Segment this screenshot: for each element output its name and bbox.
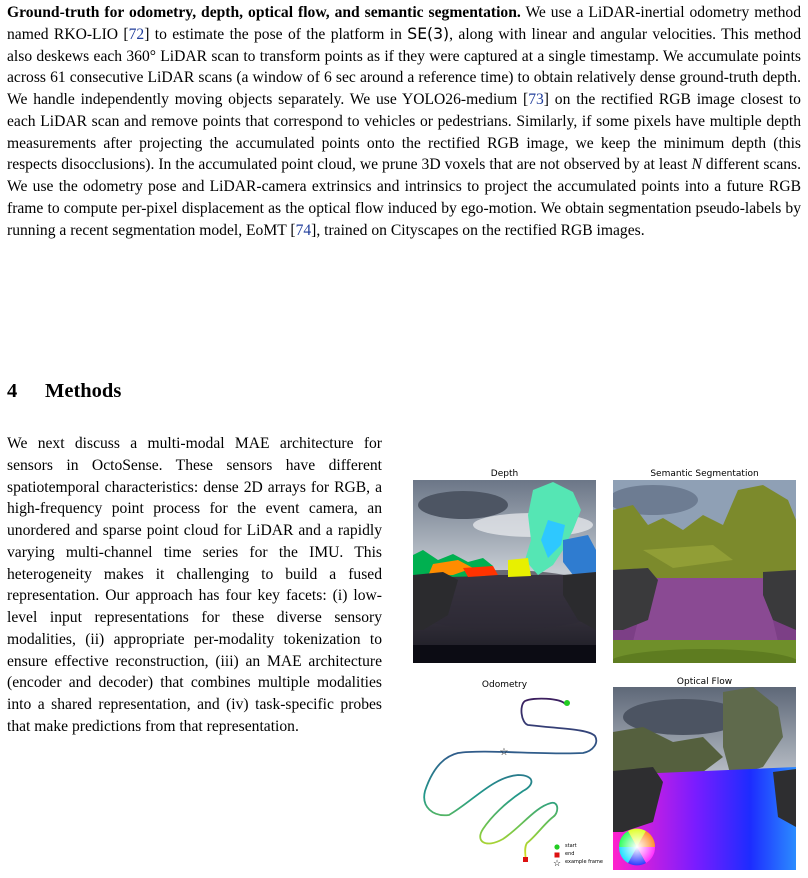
depth-title: Depth — [490, 469, 519, 479]
methods-paragraph: We next discuss a multi-modal MAE architecture for sensors in OctoSense. These sensors have different spatiotemporal characteristics: dense 2D arrays for RGB, a high-frequency point process for the event camera, an unordered and sparse point cloud for LiDAR and a rapidly varying multi-channel time series for the IMU. This heterogeneity makes it challenging to build a fused representation. Our approach has four key facets: (i) low-level input representations for these diverse sensory modalities, (ii) appropriate per-modality tokenization to ensure effective reconstruction, (iii) an MAE architecture (encoder and decoder) that combines multiple modalities into a shared representation, and (iv) task-specific probes that make predictions from that representation. — [7, 435, 382, 735]
citation-link[interactable]: 73 — [528, 91, 544, 108]
odometry-plot — [413, 691, 603, 871]
legend-start-icon — [554, 844, 559, 849]
paragraph-text: ] on the rectified RGB image closest to each LiDAR scan and remove points that correspond to vehicles or pedestrians. Similarly, if some pixels have multiple depth measurements after projecting the accumulated points onto the rectified RGB image, we keep the minimum depth (this respects disocclusions). In the accumulated point cloud, we prune 3D voxels that are not observed by at least — [7, 91, 801, 174]
legend-end-label: end — [565, 851, 575, 857]
paragraph-text: different scans. We use the odometry pose and LiDAR-camera extrinsics and intrinsics to project the accumulated points into a future RGB frame to compute per-pixel displacement as the optical flow induced by ego-motion. We obtain segmentation pseudo-labels by running a recent segmentation model, EoMT [ — [7, 156, 802, 239]
section-number: 4 — [7, 380, 18, 402]
end-marker — [523, 857, 528, 862]
legend-start-label: start — [565, 843, 577, 849]
math-se3: SE(3) — [407, 24, 450, 43]
optical-flow-graphic — [613, 687, 796, 870]
optical-flow-image — [613, 687, 796, 870]
section-title: Methods — [45, 380, 122, 402]
example-frame-marker: ☆ — [499, 747, 509, 758]
segmentation-image-graphic — [613, 480, 796, 663]
citation-link[interactable]: 74 — [295, 221, 312, 239]
citation-link[interactable]: 72 — [128, 25, 145, 43]
depth-image — [413, 480, 596, 663]
legend-star-icon: ☆ — [552, 858, 562, 868]
segmentation-title: Semantic Segmentation — [650, 469, 759, 479]
start-marker — [564, 700, 570, 706]
section-heading — [7, 380, 121, 403]
segmentation-image — [613, 480, 796, 663]
odometry-title: Odometry — [481, 680, 528, 690]
paragraph-lead: Ground-truth for odometry, depth, optical flow, and semantic segmentation. — [7, 4, 521, 21]
legend-example-label: example frame — [565, 859, 603, 865]
paragraph-text: ] to estimate the pose of the platform in — [144, 25, 408, 43]
paragraph-text: ], trained on Cityscapes on the rectified RGB images. — [311, 221, 645, 239]
trajectory-path — [424, 699, 596, 861]
math-n: N — [691, 156, 702, 174]
legend-end-icon — [555, 853, 560, 858]
flow-color-wheel — [619, 829, 655, 866]
optical-flow-title: Optical Flow — [676, 677, 733, 687]
depth-image-graphic — [413, 480, 596, 663]
paragraph-text: , along with linear and angular velocities. This method also deskews each 360° LiDAR scan to transform points as if they were captured at a single timestamp. We accumulate points across 61 consecutive LiDAR scans (a window of 6 sec around a reference time) to obtain relatively dense ground-truth depth. We handle independently moving objects separately. We use YOLO26-medium [ — [7, 25, 801, 108]
ground-truth-paragraph — [7, 2, 801, 241]
paragraph-text: We use a LiDAR-inertial odometry method named RKO-LIO [ — [7, 4, 801, 43]
